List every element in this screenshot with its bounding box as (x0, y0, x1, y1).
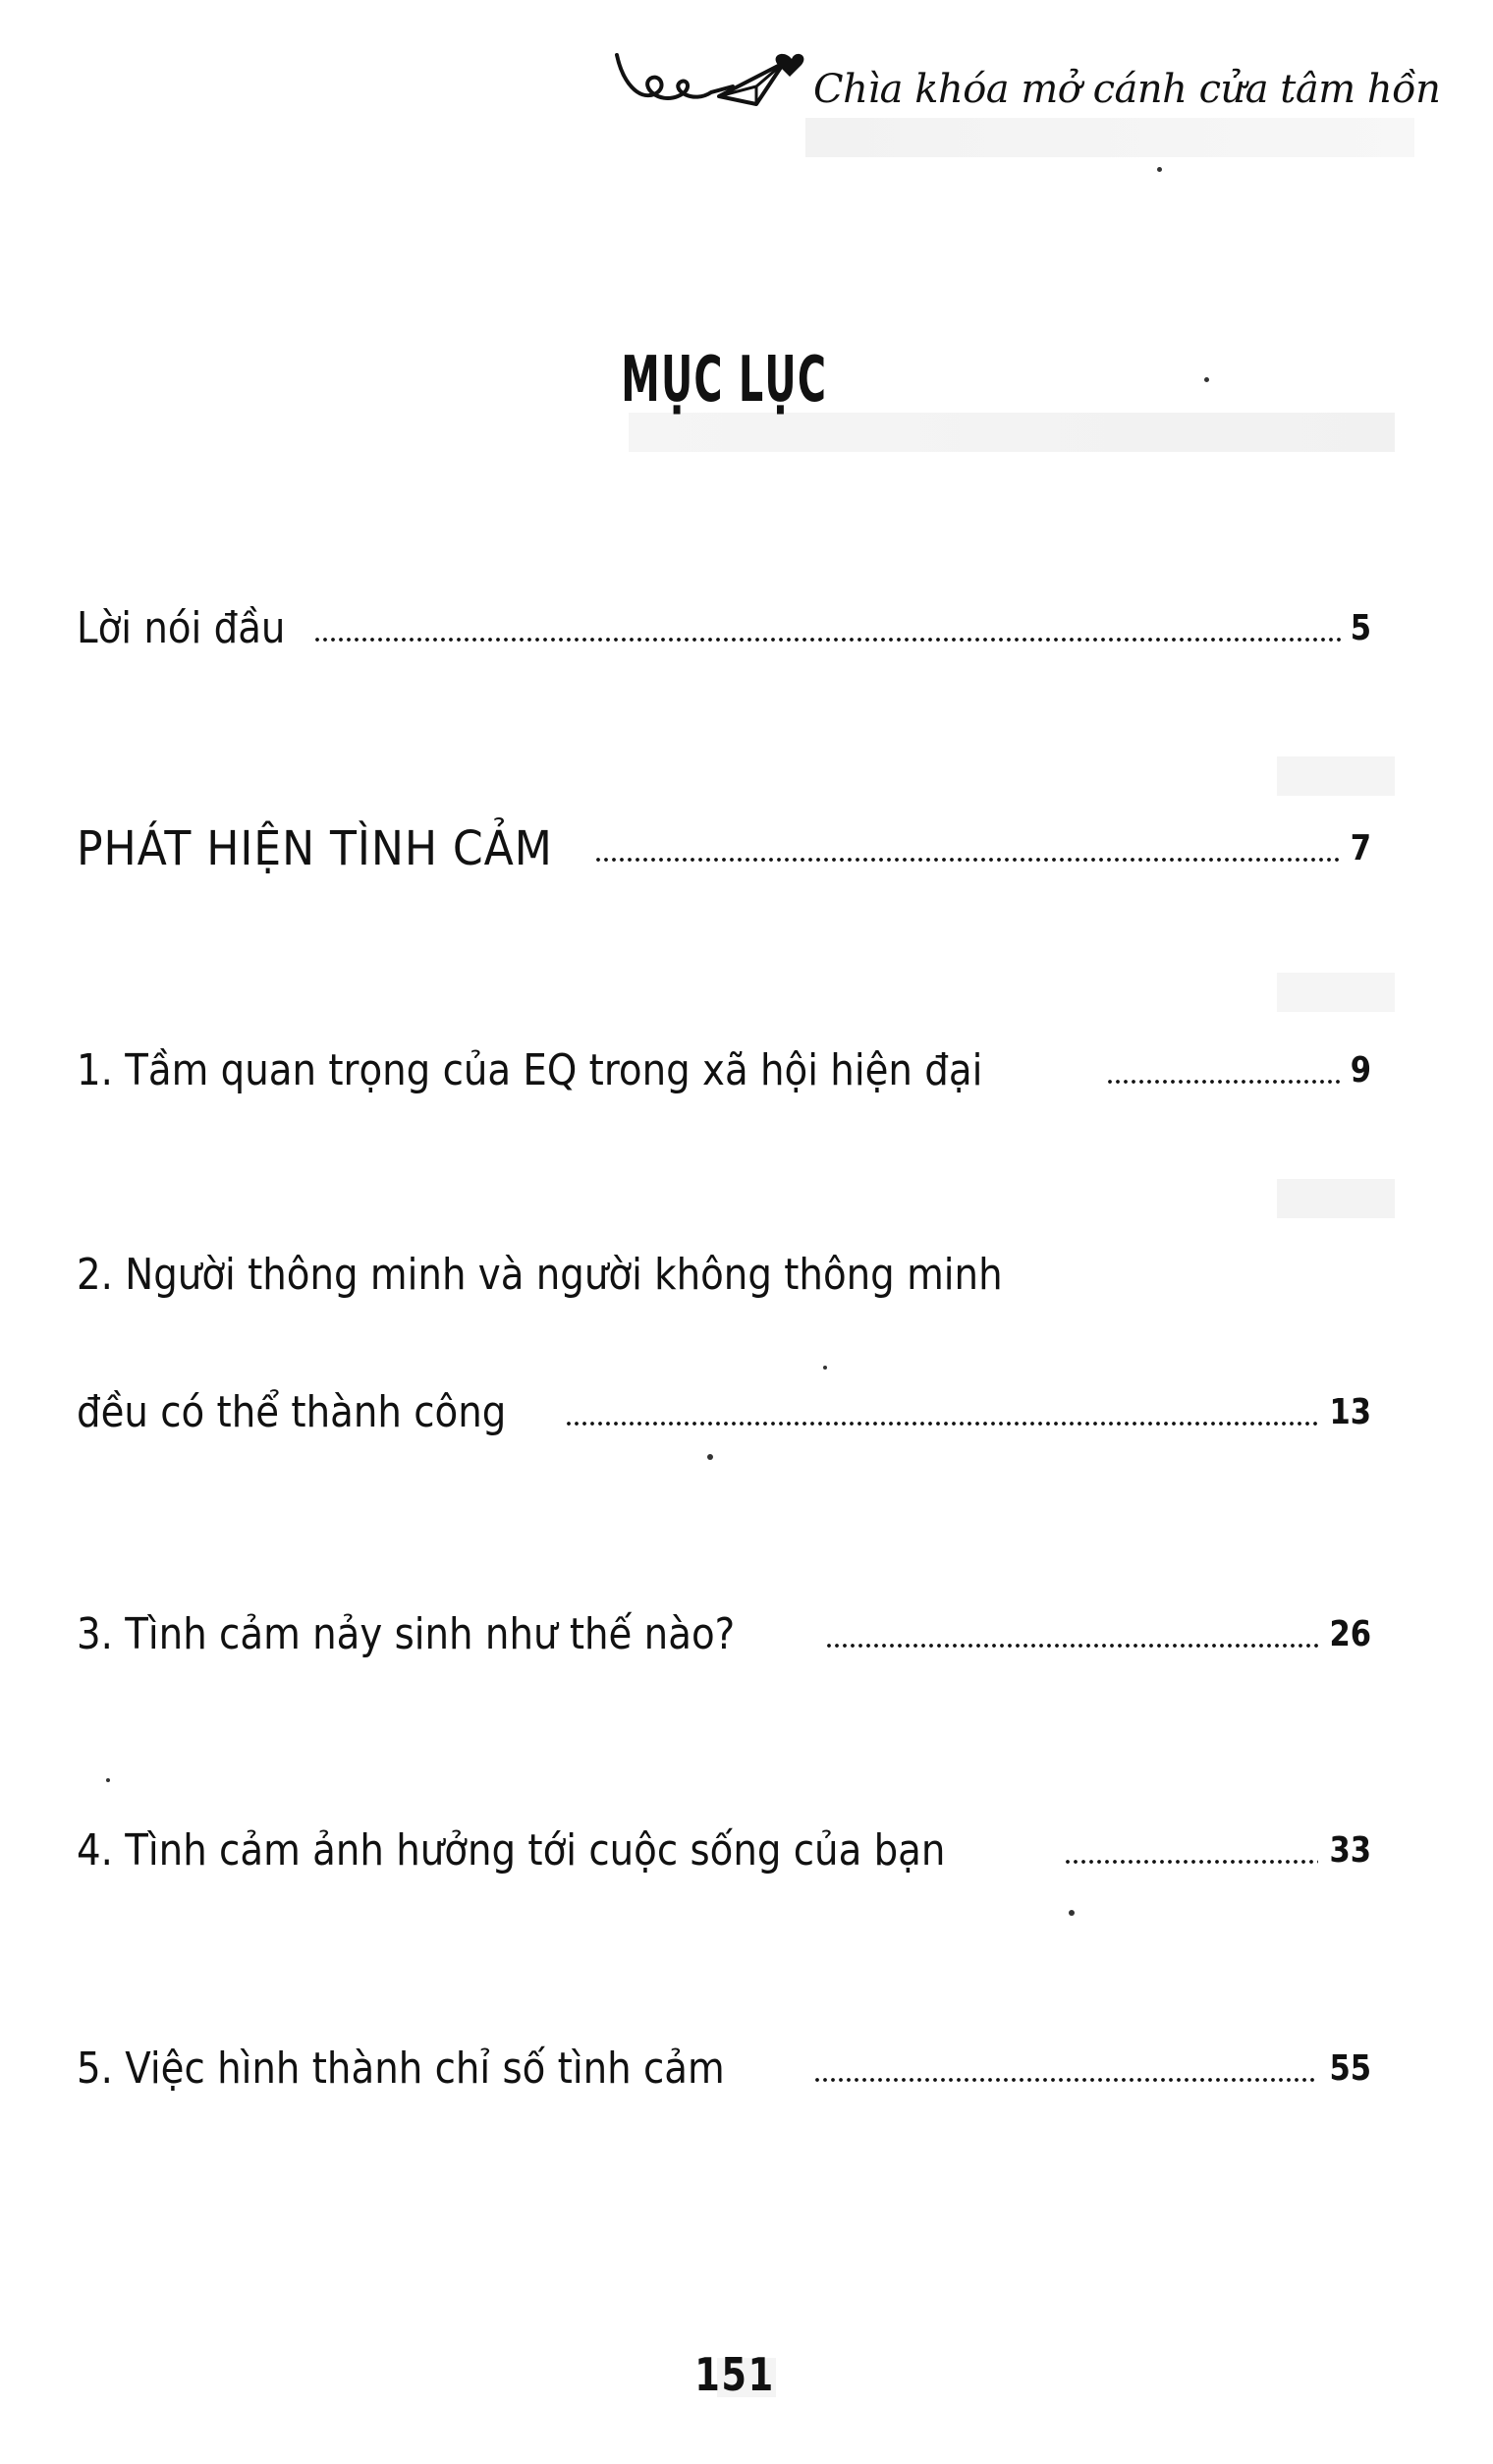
toc-entry-label: 5. Việc hình thành chỉ số tình cảm (77, 2044, 725, 2094)
toc-entry-label: 4. Tình cảm ảnh hưởng tới cuộc sống của bạn (77, 1825, 946, 1876)
toc-section-entry[interactable] (77, 819, 1371, 878)
paper-plane-heart-icon (609, 35, 815, 124)
toc-entry-label: 1. Tầm quan trọng của EQ trong xã hội hiện đại (77, 1045, 983, 1095)
toc-entry-page: 5 (1350, 608, 1371, 648)
leader-dots (825, 1639, 1318, 1652)
running-header (609, 31, 1441, 140)
toc-entry-page: 26 (1329, 1614, 1371, 1654)
toc-entry-page: 33 (1329, 1830, 1371, 1871)
bleed-through-line (1277, 1179, 1395, 1218)
toc-entry-label: PHÁT HIỆN TÌNH CẢM (77, 821, 553, 876)
toc-entry[interactable] (77, 1605, 1371, 1664)
toc-entry-page: 9 (1350, 1050, 1371, 1091)
toc-entry-label: 3. Tình cảm nảy sinh như thế nào? (77, 1609, 736, 1659)
toc-entry-page: 55 (1329, 2048, 1371, 2089)
leader-dots (1106, 1075, 1343, 1089)
bleed-through-line (629, 413, 1395, 452)
toc-entry[interactable] (77, 599, 1371, 658)
toc-entry[interactable] (77, 1821, 1371, 1880)
book-title: Chìa khóa mở cánh cửa tâm hồn (813, 67, 1441, 112)
toc-entry-label: Lời nói đầu (77, 603, 286, 653)
bleed-through-line (1277, 973, 1395, 1012)
toc-entry-label: đều có thể thành công (77, 1387, 507, 1437)
leader-dots (594, 853, 1343, 867)
toc-heading: MỤC LỤC (621, 344, 828, 417)
toc-entry[interactable] (77, 2040, 1371, 2099)
toc-entry-label-line1: 2. Người thông minh và người không thông minh (77, 1250, 1003, 1300)
print-speck (1204, 377, 1209, 382)
toc-entry-page: 13 (1329, 1392, 1371, 1432)
bleed-through-line (1277, 756, 1395, 796)
print-speck (1157, 167, 1162, 172)
leader-dots (1064, 1855, 1318, 1869)
print-speck (823, 1366, 827, 1370)
leader-dots (813, 2073, 1318, 2087)
leader-dots (565, 1417, 1318, 1430)
page-number: 151 (694, 2348, 775, 2401)
print-speck (106, 1778, 110, 1782)
toc-entry[interactable] (77, 1383, 1371, 1442)
toc-entry[interactable] (77, 1041, 1371, 1100)
print-speck (1069, 1910, 1075, 1916)
print-speck (707, 1454, 713, 1460)
toc-entry-page: 7 (1350, 828, 1371, 868)
leader-dots (313, 633, 1342, 646)
